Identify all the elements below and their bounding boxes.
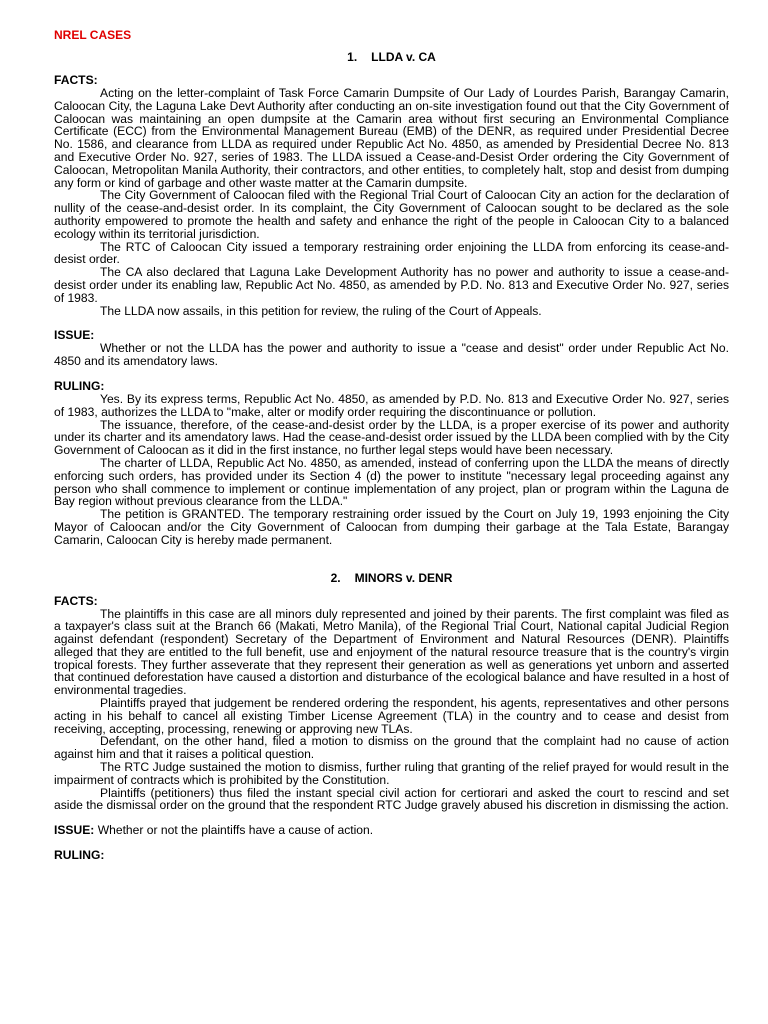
case-2-number: 2. <box>330 570 341 585</box>
document-page <box>54 28 729 862</box>
case-1-issue-label: ISSUE: <box>54 328 95 343</box>
case-2-ruling-label: RULING: <box>54 848 105 863</box>
case-2-facts-paragraph: Plaintiffs prayed that judgement be rendered ordering the respondent, his agents, representatives and other persons acting in his behalf to cancel all existing Timber License Agreement (TLA) in the country and to cease and desist from receiving, accepting, processing, renewing or approving new TLAs. <box>54 696 729 736</box>
case-2-facts-paragraph: Defendant, on the other hand, filed a motion to dismiss on the ground that the complaint had no cause of action against him and that it raises a political question. <box>54 734 729 762</box>
case-1-number: 1. <box>347 50 358 64</box>
case-1-facts-paragraph: Acting on the letter-complaint of Task Force Camarin Dumpsite of Our Lady of Lourdes Parish, Barangay Camarin, Caloocan City, the Laguna Lake Devt Authority after conducting an on-site investigation found out that the City Government of Caloocan was maintaining an open dumpsite at the Camarin area without first securing an Environmental Compliance Certificate (ECC) from the Environmental Management Bureau (EMB) of the DENR, as required under Presidential Decree No. 1586, and clearance from LLDA as required under Republic Act No. 4850, as amended by Presidential Decree No. 813 and Executive Order No. 927, series of 1983. The LLDA issued a Cease-and-Desist Order ordering the City Government of Caloocan, Metropolitan Manila Authority, their contractors, and other entities, to completely halt, stop and desist from dumping any form or kind of garbage and other waste matter at the Camarin dumpsite. <box>54 86 729 190</box>
case-2-facts-paragraph: Plaintiffs (petitioners) thus filed the instant special civil action for certiorari and asked the court to rescind and set aside the dismissal order on the ground that the respondent RTC Judge gravely abused his discretion in dismissing the action. <box>54 785 729 813</box>
case-1-ruling-paragraph: The issuance, therefore, of the cease-and-desist order by the LLDA, is a proper exercise of its power and authority under its charter and its amendatory laws. Had the cease-and-desist order issued by the LLDA been complied with by the City Government of Caloocan as it did in the first instance, no further legal steps would have been necessary. <box>54 417 729 458</box>
case-1-issue-text: Whether or not the LLDA has the power and authority to issue a "cease and desist" order under Republic Act No. 4850 and its amendatory laws. <box>54 341 729 369</box>
case-1-facts-paragraph: The LLDA now assails, in this petition for review, the ruling of the Court of Appeals. <box>100 303 542 318</box>
case-1-facts-paragraph: The CA also declared that Laguna Lake Development Authority has no power and authority to issue a cease-and-desist order under its enabling law, Republic Act No. 4850, as amended by P.D. No. 813 and Executive Order No. 927, series of 1983. <box>54 265 729 305</box>
case-2-issue-label: ISSUE: <box>54 823 95 838</box>
case-2-facts-paragraph: The plaintiffs in this case are all minors duly represented and joined by their parents. The first complaint was filed as a taxpayer's class suit at the Branch 66 (Makati, Metro Manila), of the Regional Trial Court, National capital Judicial Region against defendant (respondent) Secretary of the Department of Environment and Natural Resources (DENR). Plaintiffs alleged that they are entitled to the full benefit, use and enjoyment of the natural resource treasure that is the country's virgin tropical forests. They further asseverate that they represent their generation as well as generations yet unborn and asserted that continued deforestation have caused a distortion and disturbance of the ecological balance and have resulted in a host of environmental tragedies. <box>54 606 729 698</box>
case-1-ruling-label: RULING: <box>54 378 105 393</box>
case-2-facts-label: FACTS: <box>54 593 98 608</box>
case-1-title: LLDA v. CA <box>371 50 436 64</box>
case-1-heading <box>54 50 729 64</box>
case-2-heading <box>54 571 729 585</box>
case-1-ruling-paragraph: The petition is GRANTED. The temporary restraining order issued by the Court on July 19, 1993 enjoining the City Mayor of Caloocan and/or the City Government of Caloocan from dumping their garbage at the Tala Estate, Barangay Camarin, Caloocan City is hereby made permanent. <box>54 507 729 547</box>
case-2-issue <box>54 824 729 837</box>
document-title: NREL CASES <box>54 28 132 42</box>
case-1-ruling-paragraph: Yes. By its express terms, Republic Act No. 4850, as amended by P.D. No. 813 and Executive Order No. 927, series of 1983, authorizes the LLDA to "make, alter or modify order requiring the discontinuance or pollution. <box>54 391 729 419</box>
case-2-issue-text: Whether or not the plaintiffs have a cause of action. <box>97 823 374 838</box>
case-1-facts-label: FACTS: <box>54 73 98 87</box>
case-1-facts-paragraph: The City Government of Caloocan filed with the Regional Trial Court of Caloocan City an action for the declaration of nullity of the cease-and-desist order. In its complaint, the City Government of Caloocan sought to be declared as the sole authority empowered to promote the health and safety and enhance the right of the people in Caloocan City to a balanced ecology within its territorial jurisdiction. <box>54 188 729 241</box>
case-1-ruling-paragraph: The charter of LLDA, Republic Act No. 4850, as amended, instead of conferring upon the LLDA the means of directly enforcing such orders, has provided under its Section 4 (d) the power to institute "necessary legal proceeding against any person who shall commence to implement or continue implementation of any project, plan or program within the Laguna de Bay region without previous clearance from the LLDA." <box>54 455 729 509</box>
case-1-facts-paragraph: The RTC of Caloocan City issued a temporary restraining order enjoining the LLDA from enforcing its cease-and-desist order. <box>54 239 729 267</box>
case-2-facts-paragraph: The RTC Judge sustained the motion to dismiss, further ruling that granting of the relief prayed for would result in the impairment of contracts which is prohibited by the Constitution. <box>54 760 729 787</box>
case-2-title: MINORS v. DENR <box>354 570 453 585</box>
